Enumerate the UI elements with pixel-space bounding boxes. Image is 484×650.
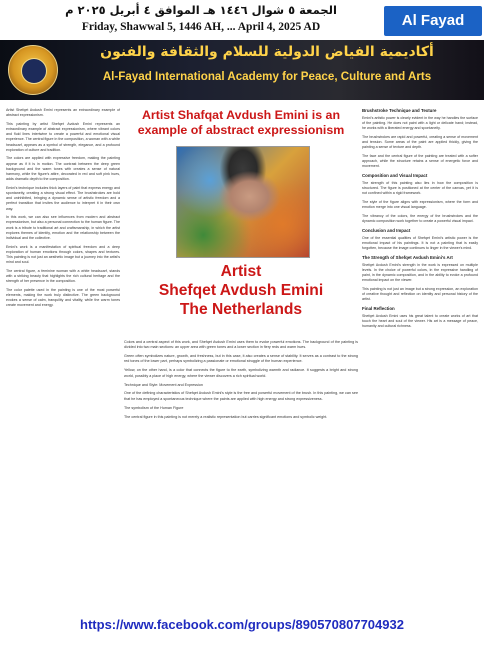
section-heading: The Strength of Shefqet Avdush Emini's Art [362, 254, 453, 260]
paragraph: The central figure, a feminine woman with a white headscarf, stands with a striking beauty that highlights the rich cultural heritage and the strength of her presence in the composition. [6, 268, 120, 284]
artist-label: Artist [220, 263, 262, 280]
section-heading: Brushstroke Technique and Texture [362, 108, 437, 113]
paragraph: This painting by artist Shefqet Avdush Emini represents an extraordinary example of abstract expressionism, where vibrant colors and fluid lines intertwine to create a powerful and emotional visual experience. The central figure in the composition, a woman with a white headscarf, appears as a symbol of strength, elegance, and a profound exploration of culture and tradition. [6, 121, 120, 152]
paragraph: Emini's technique includes thick layers of paint that express energy and spontaneity, creating a strong visual effect. The brushstrokes are bold and uninhibited, bringing a dynamic sense of artistic freedom and a perfect transition that invites the audience to interpret it in their own way. [6, 185, 120, 211]
logo-emblem [21, 58, 47, 84]
paragraph: Shefqet Avdush Emini's strength in the work is expressed on multiple levels. In the choice of powerful colors, in the expressive handling of paint, in the dynamic composition, and in the ability to evoke a profound emotional impact on the viewer. [362, 262, 478, 283]
paragraph: The color palette used in the painting is one of the most powerful elements, making the work truly distinctive. The green background evokes a sense of calm, tranquility and vitality, while the warm tones create movement and energy. [6, 287, 120, 308]
section-heading: Conclusion and Impact [362, 227, 411, 233]
paragraph: Artist Shefqet Avdush Emini represents an extraordinary example of abstract expressionism. [6, 108, 120, 118]
article-middle-column [124, 340, 358, 606]
paragraph: The brushstrokes are rapid and powerful, creating a sense of movement and tension. Some areas of the paint are applied thickly, giving the painting a sense of texture and depth. [362, 135, 478, 150]
paragraph: The vibrancy of the colors, the energy of the brushstrokes and the dynamic composition work together to create a powerful visual impact. [362, 213, 478, 223]
paragraph: Colors and a central aspect of this work, and Shefqet Avdush Emini uses them to evoke powerful emotions. The background of the painting is divided into two main sections: an upper area with green tones and a lower section in fiery reds and warm hues. [124, 340, 358, 350]
date-arabic: الجمعة ٥ شوال ١٤٤٦ هـ الموافق ٤ أبريل ٢٠٢٥ م [65, 3, 337, 17]
artist-photo [176, 146, 310, 258]
artist-credit [124, 262, 358, 334]
banner-title-english: Al-Fayad International Academy for Peace, Culture and Arts [102, 70, 432, 83]
academy-logo-icon [8, 45, 58, 95]
paragraph: The face and the central figure of the painting are treated with a softer approach, while the structure retains a sense of energetic force and movement. [362, 154, 478, 169]
paragraph: The style of the figure aligns with expressionism, where the form and emotion merge into one visual language. [362, 200, 478, 210]
brand-badge: Al Fayad [384, 6, 482, 36]
article-title [124, 108, 358, 144]
section-heading: Composition and Visual Impact [362, 173, 428, 178]
article-left-column [6, 108, 120, 606]
article-right-column [362, 108, 478, 606]
date-english: Friday, Shawwal 5, 1446 AH, ... April 4, 2025 AD [81, 21, 321, 33]
paragraph: The colors are applied with expressive freedom, making the painting appear as if it is in motion. The contrast between the deep green background and the warm tones with creates a sense of natural harmony, while the figure's attire, decorated in red and soft pink hues, adds dramatic depth to the composition. [6, 156, 120, 182]
section-heading: Technique and Style: Movement and Expression [124, 382, 203, 387]
paragraph: The central figure in this painting is not merely a realistic representation but carries significant emotions and symbolic weight. [124, 414, 328, 419]
paragraph: The strength of this painting also lies in how the composition is structured. The figure is positioned at the center of the canvas, yet it is not confined within a rigid framework. [362, 181, 478, 196]
title-line: Artist Shafqat Avdush Emini is an [141, 108, 341, 122]
paragraph: One of the essential qualities of Shefqet Emini's artistic power is the emotional impact of his paintings. It is not a painting that is easily forgotten, because the image continues to linger in the viewer's mind. [362, 235, 478, 250]
paragraph: Emini's artistic power is clearly evident in the way he handles the surface of the painting. He does not paint with a light or delicate hand; instead, he works with a liberated energy and spontaneity. [362, 116, 478, 131]
paragraph: Yellow, on the other hand, is a color that connects the figure to the earth, symbolizing warmth and radiance. It suggests a bright and strong world, possibly a place of high energy, where the viewer discovers a rich spiritual world. [124, 368, 358, 378]
artist-country: The Netherlands [179, 301, 303, 318]
paragraph: In this work, we can also see influences from modern and abstract expressionism, but also a personal connection to the human figure. The work is a tribute to traditional art and craftsmanship, in which the artist explores themes of identity, emotion and the relationship between the individual and the collective. [6, 215, 120, 241]
artist-name: Shefqet Avdush Emini [158, 282, 324, 299]
banner-title-arabic: أكاديمية الفياض الدولية للسلام والثقافة والفنون [100, 44, 434, 60]
title-line: example of abstract expressionism [137, 123, 345, 137]
paragraph: One of the defining characteristics of Shefqet Avdush Emini's style is the free and powerful movement of the brush. In this painting, we can see that he has employed a spontaneous technique where the paints are applied with high energy and strong expressiveness. [124, 391, 358, 401]
paragraph: Shefqet Avdush Emini uses his great talent to create works of art that touch the heart and soul of the viewer. His art is a message of peace, humanity and cultural richness. [362, 313, 478, 329]
paragraph: This painting is not just an image but a strong expression, an exploration of creative thought and reflection on identity and personal history of the artist. [362, 286, 478, 302]
paragraph: Green often symbolizes nature, growth, and freshness, but in this case, it also creates a sense of stability. It serves as a contrast to the strong red tones of the lower part, perhaps symbolizing a passionate or emotional struggle of the human experience. [124, 354, 358, 364]
paragraph: Emini's work is a manifestation of spiritual freedom and a deep exploration of human emotions through colors, shapes and textures. This painting is not just an aesthetic image but a journey into the artist's mind and soul. [6, 244, 120, 265]
facebook-group-link[interactable]: https://www.facebook.com/groups/890570807704932 [80, 617, 404, 632]
section-heading: The symbolism of the Human Figure [124, 405, 184, 410]
section-heading: Final Reflection [362, 305, 395, 311]
